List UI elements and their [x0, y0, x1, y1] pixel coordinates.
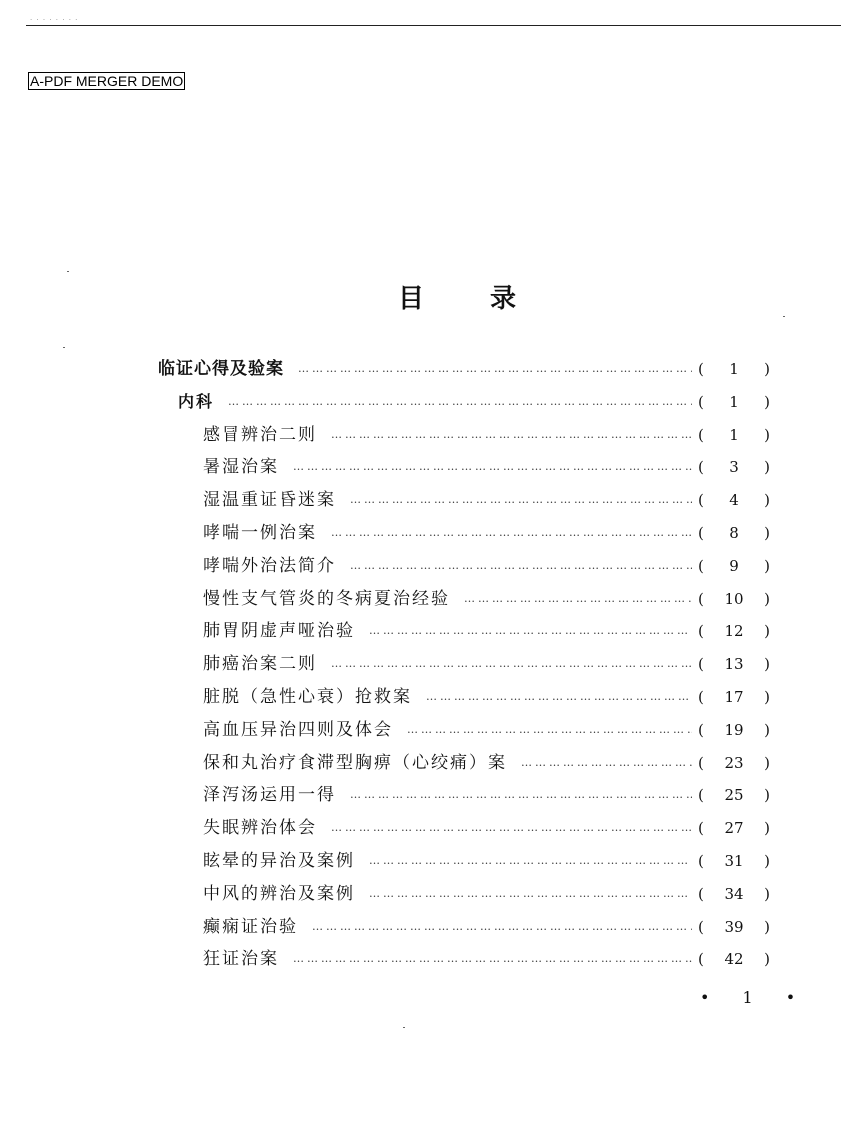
toc-entry-title: 肺胃阴虚声哑治验 — [203, 621, 355, 641]
toc-entry-page — [698, 390, 770, 414]
dot-leader — [350, 554, 692, 578]
page-number: 8 — [729, 524, 739, 542]
page-number: 23 — [724, 754, 744, 772]
toc-entry — [203, 751, 770, 775]
title-char-left: 目 — [398, 284, 425, 314]
page-number: 31 — [724, 852, 744, 870]
dot-leader — [464, 587, 692, 611]
toc-entry-page — [698, 652, 770, 676]
toc-entry-title: 哮喘外治法简介 — [203, 556, 336, 576]
open-paren: ( — [698, 622, 704, 640]
open-paren: ( — [698, 458, 704, 476]
open-paren: ( — [698, 950, 704, 968]
toc-entry-page — [698, 423, 770, 447]
page-number: 42 — [724, 950, 744, 968]
page-number: 1 — [729, 393, 739, 411]
dot-leader — [426, 685, 692, 709]
close-paren: ) — [764, 557, 770, 575]
dot-leader — [350, 783, 692, 807]
page-number: 1 — [729, 360, 739, 378]
open-paren: ( — [698, 524, 704, 542]
toc-entry-title: 哮喘一例治案 — [203, 523, 317, 543]
close-paren: ) — [764, 688, 770, 706]
close-paren: ) — [764, 458, 770, 476]
open-paren: ( — [698, 655, 704, 673]
close-paren: ) — [764, 590, 770, 608]
close-paren: ) — [764, 721, 770, 739]
page-number-footer: • 1 • — [700, 988, 810, 1007]
toc-entry-title: 湿温重证昏迷案 — [203, 490, 336, 510]
close-paren: ) — [764, 819, 770, 837]
toc-entry-title: 临证心得及验案 — [158, 359, 284, 379]
toc-entry — [203, 849, 770, 873]
toc-entry — [203, 718, 770, 742]
page-number: 27 — [724, 819, 744, 837]
page-number: 25 — [724, 786, 744, 804]
toc-entry-title: 狂证治案 — [203, 949, 279, 969]
close-paren: ) — [764, 786, 770, 804]
toc-entry-page — [698, 619, 770, 643]
scan-speck — [67, 271, 69, 272]
close-paren: ) — [764, 393, 770, 411]
toc-entry — [203, 685, 770, 709]
toc-entry-title: 慢性支气管炎的冬病夏治经验 — [203, 589, 450, 609]
toc-entry — [203, 816, 770, 840]
dot-leader — [331, 816, 692, 840]
page-number: 13 — [724, 655, 744, 673]
open-paren: ( — [698, 918, 704, 936]
toc-entry-page — [698, 915, 770, 939]
dot-leader — [369, 849, 692, 873]
header-marks: · · · · · · · · — [30, 16, 79, 24]
dot-leader — [293, 947, 692, 971]
toc-entry-page — [698, 882, 770, 906]
toc-entry — [203, 652, 770, 676]
toc-entry-title: 癫痫证治验 — [203, 917, 298, 937]
toc-entry — [203, 521, 770, 545]
dot-leader — [331, 521, 692, 545]
toc-entry-page — [698, 554, 770, 578]
toc-entry-page — [698, 521, 770, 545]
toc-entry — [203, 488, 770, 512]
toc-entry-title: 高血压异治四则及体会 — [203, 720, 393, 740]
open-paren: ( — [698, 885, 704, 903]
dot-leader — [407, 718, 692, 742]
scan-speck — [783, 316, 785, 317]
toc-entry-title: 保和丸治疗食滞型胸痹（心绞痛）案 — [203, 753, 507, 773]
close-paren: ) — [764, 622, 770, 640]
open-paren: ( — [698, 557, 704, 575]
toc-entry-title: 泽泻汤运用一得 — [203, 785, 336, 805]
toc-entry-title: 内科 — [178, 392, 215, 411]
open-paren: ( — [698, 819, 704, 837]
dot-leader — [369, 882, 692, 906]
toc-entry-page — [698, 947, 770, 971]
scan-speck — [63, 347, 65, 348]
dot-leader — [293, 455, 692, 479]
dot-leader — [298, 357, 692, 381]
toc-entry — [203, 554, 770, 578]
toc-entry-title: 暑湿治案 — [203, 457, 279, 477]
toc-entry-page — [698, 357, 770, 381]
toc-entry — [203, 915, 770, 939]
toc-entry — [203, 947, 770, 971]
page-number: 4 — [729, 491, 739, 509]
scan-speck — [403, 1027, 405, 1028]
title-char-right: 录 — [490, 284, 517, 314]
close-paren: ) — [764, 918, 770, 936]
open-paren: ( — [698, 393, 704, 411]
close-paren: ) — [764, 655, 770, 673]
open-paren: ( — [698, 426, 704, 444]
close-paren: ) — [764, 524, 770, 542]
dot-leader — [331, 652, 692, 676]
close-paren: ) — [764, 491, 770, 509]
toc-entry-page — [698, 751, 770, 775]
page-number: 10 — [724, 590, 744, 608]
toc-entry-title: 感冒辨治二则 — [203, 425, 317, 445]
toc-entry — [158, 357, 770, 381]
toc-entry-title: 失眠辨治体会 — [203, 818, 317, 838]
toc-entry-page — [698, 587, 770, 611]
toc-entry — [203, 619, 770, 643]
toc-entry — [203, 882, 770, 906]
close-paren: ) — [764, 950, 770, 968]
toc-entry — [203, 455, 770, 479]
dot-leader — [228, 390, 692, 414]
open-paren: ( — [698, 754, 704, 772]
open-paren: ( — [698, 852, 704, 870]
dot-leader — [369, 619, 692, 643]
toc-entry-title: 中风的辨治及案例 — [203, 884, 355, 904]
page-number: 1 — [729, 426, 739, 444]
page-number: 3 — [729, 458, 739, 476]
dot-leader — [350, 488, 692, 512]
toc-entry-page — [698, 849, 770, 873]
page-number: 34 — [724, 885, 744, 903]
page-number: 17 — [724, 688, 744, 706]
close-paren: ) — [764, 885, 770, 903]
open-paren: ( — [698, 491, 704, 509]
open-paren: ( — [698, 688, 704, 706]
toc-entry — [203, 783, 770, 807]
toc-entry — [203, 587, 770, 611]
toc-entry-title: 肺癌治案二则 — [203, 654, 317, 674]
toc-entry-page — [698, 455, 770, 479]
open-paren: ( — [698, 590, 704, 608]
dot-leader — [312, 915, 692, 939]
close-paren: ) — [764, 852, 770, 870]
toc-entry-page — [698, 718, 770, 742]
close-paren: ) — [764, 426, 770, 444]
close-paren: ) — [764, 360, 770, 378]
open-paren: ( — [698, 786, 704, 804]
page-number: 39 — [724, 918, 744, 936]
open-paren: ( — [698, 721, 704, 739]
open-paren: ( — [698, 360, 704, 378]
toc-entry-page — [698, 783, 770, 807]
watermark-box: A-PDF MERGER DEMO — [30, 73, 184, 89]
toc-entry-title: 眩晕的异治及案例 — [203, 851, 355, 871]
toc-entry-page — [698, 685, 770, 709]
page-number: 12 — [724, 622, 744, 640]
page-number: 19 — [724, 721, 744, 739]
toc-entry-title: 脏脱（急性心衰）抢救案 — [203, 687, 412, 707]
toc-entry-page — [698, 816, 770, 840]
dot-leader — [331, 423, 692, 447]
toc-entry — [203, 423, 770, 447]
close-paren: ) — [764, 754, 770, 772]
dot-leader — [521, 751, 692, 775]
toc-entry — [178, 390, 770, 414]
page-number: 9 — [729, 557, 739, 575]
toc-entry-page — [698, 488, 770, 512]
